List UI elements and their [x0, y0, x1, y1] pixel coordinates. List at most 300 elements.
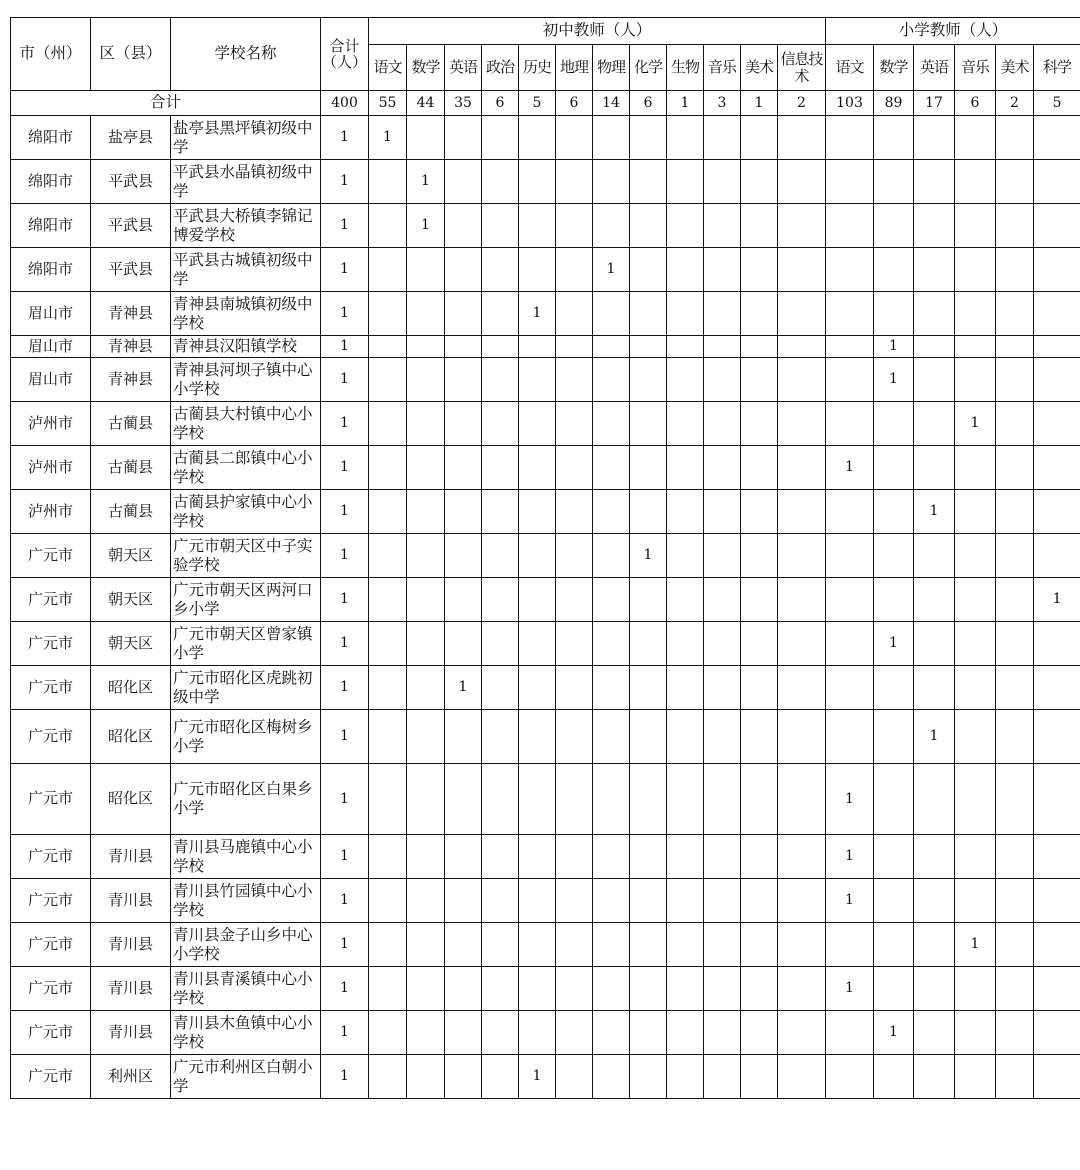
row-primary-cell	[914, 292, 955, 336]
row-primary-cell	[874, 879, 914, 923]
row-district: 古蔺县	[91, 490, 171, 534]
row-middle-cell	[778, 923, 826, 967]
row-middle-cell	[704, 534, 741, 578]
row-middle-cell	[593, 446, 630, 490]
row-middle-cell	[593, 1055, 630, 1099]
row-middle-cell	[445, 446, 482, 490]
row-school: 古蔺县大村镇中心小学校	[171, 402, 321, 446]
row-middle-cell	[519, 710, 556, 764]
row-district: 朝天区	[91, 622, 171, 666]
row-middle-cell	[593, 1011, 630, 1055]
row-middle-cell	[445, 490, 482, 534]
row-middle-cell	[482, 622, 519, 666]
row-primary-cell	[1034, 160, 1080, 204]
row-primary-cell	[996, 358, 1034, 402]
row-primary-cell	[826, 358, 874, 402]
row-middle-cell	[369, 879, 407, 923]
row-middle-cell	[519, 764, 556, 835]
row-middle-cell	[593, 622, 630, 666]
teacher-allocation-table	[10, 17, 1080, 1099]
header-school: 学校名称	[171, 18, 321, 91]
row-middle-cell	[778, 835, 826, 879]
row-middle-cell	[630, 622, 667, 666]
row-middle-cell	[667, 923, 704, 967]
row-primary-cell	[874, 534, 914, 578]
row-primary-cell	[826, 292, 874, 336]
row-district: 平武县	[91, 160, 171, 204]
row-middle-cell	[407, 666, 445, 710]
row-middle-cell	[741, 1055, 778, 1099]
row-middle-cell	[741, 923, 778, 967]
row-primary-cell	[826, 1011, 874, 1055]
row-primary-cell	[1034, 534, 1080, 578]
row-middle-cell	[741, 666, 778, 710]
row-middle-cell	[445, 835, 482, 879]
row-middle-cell	[369, 204, 407, 248]
row-middle-cell	[741, 358, 778, 402]
row-middle-cell	[667, 402, 704, 446]
header-middle-subject: 政治	[482, 45, 519, 91]
row-middle-cell	[407, 1055, 445, 1099]
row-district: 青神县	[91, 292, 171, 336]
row-school: 平武县大桥镇李锦记博爱学校	[171, 204, 321, 248]
row-primary-cell	[874, 967, 914, 1011]
row-city: 广元市	[11, 764, 91, 835]
totals-middle-count: 3	[704, 91, 741, 116]
row-middle-cell	[556, 336, 593, 358]
row-middle-cell	[482, 534, 519, 578]
row-middle-cell	[407, 764, 445, 835]
totals-middle-count: 6	[630, 91, 667, 116]
header-middle-subject: 英语	[445, 45, 482, 91]
row-primary-cell	[996, 446, 1034, 490]
row-middle-cell	[667, 764, 704, 835]
row-primary-cell	[955, 116, 996, 160]
row-middle-cell	[741, 336, 778, 358]
row-primary-cell	[996, 534, 1034, 578]
table-row	[11, 248, 1080, 292]
header-middle-subject: 音乐	[704, 45, 741, 91]
row-total: 1	[321, 710, 369, 764]
row-primary-cell	[914, 248, 955, 292]
row-middle-cell	[593, 710, 630, 764]
row-middle-cell	[704, 336, 741, 358]
row-primary-cell	[914, 358, 955, 402]
row-middle-cell	[519, 622, 556, 666]
row-middle-cell	[519, 248, 556, 292]
row-middle-cell	[369, 358, 407, 402]
table-row	[11, 1055, 1080, 1099]
row-primary-cell	[826, 160, 874, 204]
row-middle-cell	[445, 710, 482, 764]
row-middle-cell	[667, 490, 704, 534]
row-middle-cell	[593, 835, 630, 879]
row-middle-cell	[704, 116, 741, 160]
totals-label: 合计	[11, 91, 321, 116]
row-school: 广元市昭化区虎跳初级中学	[171, 666, 321, 710]
row-primary-cell	[996, 879, 1034, 923]
table-row	[11, 835, 1080, 879]
row-middle-cell	[667, 248, 704, 292]
totals-middle-count: 5	[519, 91, 556, 116]
row-middle-cell	[556, 116, 593, 160]
row-middle-cell	[778, 1055, 826, 1099]
row-city: 广元市	[11, 710, 91, 764]
row-middle-cell	[778, 116, 826, 160]
row-city: 眉山市	[11, 336, 91, 358]
row-primary-cell: 1	[1034, 578, 1080, 622]
row-district: 青川县	[91, 835, 171, 879]
row-middle-cell	[630, 292, 667, 336]
row-city: 绵阳市	[11, 204, 91, 248]
row-middle-cell	[445, 116, 482, 160]
row-city: 广元市	[11, 622, 91, 666]
row-middle-cell: 1	[519, 1055, 556, 1099]
row-middle-cell	[482, 1011, 519, 1055]
row-middle-cell	[667, 358, 704, 402]
row-primary-cell	[955, 446, 996, 490]
table-row	[11, 160, 1080, 204]
row-middle-cell	[482, 666, 519, 710]
row-middle-cell: 1	[445, 666, 482, 710]
table-row	[11, 402, 1080, 446]
row-middle-cell	[593, 534, 630, 578]
row-middle-cell	[482, 764, 519, 835]
row-district: 昭化区	[91, 710, 171, 764]
row-total: 1	[321, 764, 369, 835]
row-middle-cell	[445, 204, 482, 248]
row-middle-cell	[369, 835, 407, 879]
row-primary-cell: 1	[874, 358, 914, 402]
row-primary-cell	[914, 622, 955, 666]
row-middle-cell	[445, 336, 482, 358]
row-middle-cell	[741, 116, 778, 160]
row-middle-cell	[556, 248, 593, 292]
row-middle-cell	[704, 967, 741, 1011]
row-primary-cell: 1	[826, 446, 874, 490]
row-middle-cell	[667, 336, 704, 358]
row-primary-cell	[996, 336, 1034, 358]
row-district: 朝天区	[91, 534, 171, 578]
row-middle-cell	[630, 446, 667, 490]
row-primary-cell	[874, 204, 914, 248]
row-middle-cell	[630, 1011, 667, 1055]
row-total: 1	[321, 1055, 369, 1099]
row-city: 泸州市	[11, 402, 91, 446]
row-total: 1	[321, 204, 369, 248]
row-middle-cell	[556, 710, 593, 764]
row-total: 1	[321, 666, 369, 710]
row-middle-cell	[445, 578, 482, 622]
row-primary-cell	[874, 248, 914, 292]
row-primary-cell	[955, 1055, 996, 1099]
row-middle-cell	[369, 666, 407, 710]
row-middle-cell	[445, 923, 482, 967]
row-district: 青神县	[91, 358, 171, 402]
row-middle-cell	[445, 622, 482, 666]
row-middle-cell	[407, 835, 445, 879]
row-district: 盐亭县	[91, 116, 171, 160]
totals-primary-count: 2	[996, 91, 1034, 116]
row-primary-cell	[914, 1011, 955, 1055]
row-middle-cell	[445, 402, 482, 446]
row-middle-cell	[445, 1011, 482, 1055]
row-school: 广元市昭化区白果乡小学	[171, 764, 321, 835]
row-middle-cell	[593, 292, 630, 336]
row-middle-cell	[778, 358, 826, 402]
row-middle-cell	[593, 402, 630, 446]
row-middle-cell	[630, 1055, 667, 1099]
row-primary-cell	[955, 534, 996, 578]
row-middle-cell	[704, 764, 741, 835]
row-middle-cell	[778, 622, 826, 666]
row-middle-cell	[556, 292, 593, 336]
row-district: 昭化区	[91, 666, 171, 710]
row-primary-cell: 1	[914, 710, 955, 764]
row-primary-cell	[996, 710, 1034, 764]
row-primary-cell	[955, 578, 996, 622]
row-primary-cell	[996, 764, 1034, 835]
row-middle-cell	[482, 402, 519, 446]
row-district: 青川县	[91, 1011, 171, 1055]
table-row	[11, 923, 1080, 967]
row-primary-cell	[1034, 923, 1080, 967]
row-middle-cell	[482, 923, 519, 967]
row-primary-cell	[914, 160, 955, 204]
row-middle-cell	[369, 402, 407, 446]
row-middle-cell	[556, 967, 593, 1011]
row-primary-cell	[996, 490, 1034, 534]
table-row	[11, 1011, 1080, 1055]
header-district: 区（县）	[91, 18, 171, 91]
row-school: 青神县南城镇初级中学校	[171, 292, 321, 336]
row-district: 古蔺县	[91, 446, 171, 490]
row-primary-cell	[955, 204, 996, 248]
row-primary-cell: 1	[874, 1011, 914, 1055]
row-middle-cell	[704, 622, 741, 666]
row-middle-cell	[630, 336, 667, 358]
row-middle-cell	[482, 710, 519, 764]
row-middle-cell	[445, 358, 482, 402]
row-primary-cell	[996, 923, 1034, 967]
header-primary-subject: 语文	[826, 45, 874, 91]
row-middle-cell	[519, 835, 556, 879]
header-primary-subject: 科学	[1034, 45, 1080, 91]
row-primary-cell	[955, 292, 996, 336]
row-total: 1	[321, 879, 369, 923]
row-primary-cell	[914, 835, 955, 879]
row-school: 古蔺县护家镇中心小学校	[171, 490, 321, 534]
totals-middle-count: 1	[741, 91, 778, 116]
table-row	[11, 622, 1080, 666]
row-middle-cell	[778, 402, 826, 446]
row-middle-cell	[630, 160, 667, 204]
row-middle-cell	[741, 446, 778, 490]
header-middle-subject: 物理	[593, 45, 630, 91]
row-middle-cell	[445, 160, 482, 204]
row-total: 1	[321, 534, 369, 578]
row-middle-cell	[630, 490, 667, 534]
row-district: 朝天区	[91, 578, 171, 622]
row-middle-cell	[519, 204, 556, 248]
row-middle-cell	[704, 923, 741, 967]
row-primary-cell: 1	[914, 490, 955, 534]
row-primary-cell	[874, 835, 914, 879]
row-district: 青神县	[91, 336, 171, 358]
row-middle-cell	[667, 292, 704, 336]
totals-middle-count: 35	[445, 91, 482, 116]
row-primary-cell	[955, 764, 996, 835]
totals-middle-count: 55	[369, 91, 407, 116]
row-total: 1	[321, 923, 369, 967]
row-middle-cell	[556, 879, 593, 923]
row-middle-cell	[407, 248, 445, 292]
row-middle-cell	[741, 879, 778, 923]
row-middle-cell	[630, 116, 667, 160]
row-middle-cell	[593, 336, 630, 358]
row-middle-cell	[667, 446, 704, 490]
row-primary-cell	[996, 248, 1034, 292]
row-district: 利州区	[91, 1055, 171, 1099]
row-school: 广元市朝天区两河口乡小学	[171, 578, 321, 622]
table-row	[11, 336, 1080, 358]
row-middle-cell	[704, 292, 741, 336]
row-middle-cell	[407, 967, 445, 1011]
row-middle-cell	[556, 764, 593, 835]
row-primary-cell	[874, 292, 914, 336]
row-middle-cell	[482, 160, 519, 204]
row-school: 广元市昭化区梅树乡小学	[171, 710, 321, 764]
row-primary-cell	[914, 923, 955, 967]
row-city: 绵阳市	[11, 248, 91, 292]
row-primary-cell	[874, 578, 914, 622]
row-school: 广元市利州区白朝小学	[171, 1055, 321, 1099]
totals-middle-count: 6	[482, 91, 519, 116]
row-total: 1	[321, 967, 369, 1011]
row-middle-cell	[741, 710, 778, 764]
row-middle-cell	[407, 710, 445, 764]
row-middle-cell	[593, 490, 630, 534]
row-middle-cell	[778, 490, 826, 534]
header-middle-subject: 地理	[556, 45, 593, 91]
totals-primary-count: 6	[955, 91, 996, 116]
row-city: 广元市	[11, 967, 91, 1011]
row-middle-cell	[704, 578, 741, 622]
row-total: 1	[321, 358, 369, 402]
row-middle-cell	[519, 666, 556, 710]
row-primary-cell: 1	[826, 835, 874, 879]
row-primary-cell	[955, 622, 996, 666]
row-middle-cell	[407, 490, 445, 534]
row-middle-cell	[630, 358, 667, 402]
row-city: 广元市	[11, 1055, 91, 1099]
row-district: 青川县	[91, 879, 171, 923]
row-total: 1	[321, 336, 369, 358]
row-total: 1	[321, 578, 369, 622]
table-row	[11, 358, 1080, 402]
row-primary-cell: 1	[955, 923, 996, 967]
row-city: 广元市	[11, 1011, 91, 1055]
row-middle-cell	[407, 446, 445, 490]
row-school: 青川县青溪镇中心小学校	[171, 967, 321, 1011]
row-middle-cell	[741, 835, 778, 879]
row-city: 广元市	[11, 578, 91, 622]
row-primary-cell	[826, 710, 874, 764]
row-primary-cell: 1	[826, 967, 874, 1011]
row-middle-cell	[704, 710, 741, 764]
row-primary-cell	[1034, 835, 1080, 879]
row-primary-cell	[996, 160, 1034, 204]
row-primary-cell	[826, 336, 874, 358]
row-middle-cell	[407, 923, 445, 967]
row-middle-cell	[741, 490, 778, 534]
row-middle-cell	[704, 1011, 741, 1055]
row-middle-cell: 1	[593, 248, 630, 292]
row-primary-cell	[826, 534, 874, 578]
row-district: 昭化区	[91, 764, 171, 835]
row-primary-cell	[996, 1055, 1034, 1099]
row-middle-cell	[741, 402, 778, 446]
row-middle-cell	[741, 622, 778, 666]
row-middle-cell	[556, 490, 593, 534]
row-middle-cell	[519, 402, 556, 446]
row-primary-cell	[996, 1011, 1034, 1055]
row-middle-cell	[593, 116, 630, 160]
row-primary-cell	[996, 204, 1034, 248]
row-school: 青川县金子山乡中心小学校	[171, 923, 321, 967]
row-middle-cell	[704, 160, 741, 204]
row-middle-cell	[704, 666, 741, 710]
row-middle-cell	[778, 336, 826, 358]
row-middle-cell: 1	[369, 116, 407, 160]
row-middle-cell	[445, 764, 482, 835]
row-district: 平武县	[91, 204, 171, 248]
row-middle-cell	[704, 835, 741, 879]
row-primary-cell	[1034, 710, 1080, 764]
row-middle-cell	[519, 446, 556, 490]
row-middle-cell	[519, 116, 556, 160]
row-primary-cell	[1034, 248, 1080, 292]
row-middle-cell	[778, 710, 826, 764]
row-middle-cell	[778, 967, 826, 1011]
row-primary-cell	[996, 292, 1034, 336]
row-primary-cell	[826, 666, 874, 710]
row-primary-cell	[914, 336, 955, 358]
row-middle-cell	[741, 160, 778, 204]
row-middle-cell	[778, 446, 826, 490]
row-middle-cell	[445, 248, 482, 292]
row-primary-cell	[914, 578, 955, 622]
row-middle-cell	[593, 879, 630, 923]
row-city: 眉山市	[11, 292, 91, 336]
row-middle-cell	[593, 160, 630, 204]
row-primary-cell	[955, 490, 996, 534]
row-middle-cell	[369, 1055, 407, 1099]
row-middle-cell	[369, 490, 407, 534]
row-middle-cell	[556, 358, 593, 402]
row-middle-cell	[704, 248, 741, 292]
row-primary-cell	[996, 666, 1034, 710]
row-middle-cell	[630, 248, 667, 292]
row-middle-cell	[556, 534, 593, 578]
header-middle-subject: 生物	[667, 45, 704, 91]
row-middle-cell	[593, 358, 630, 402]
row-primary-cell	[826, 490, 874, 534]
row-middle-cell	[667, 835, 704, 879]
row-middle-cell	[667, 1055, 704, 1099]
row-primary-cell	[914, 402, 955, 446]
row-middle-cell	[482, 336, 519, 358]
